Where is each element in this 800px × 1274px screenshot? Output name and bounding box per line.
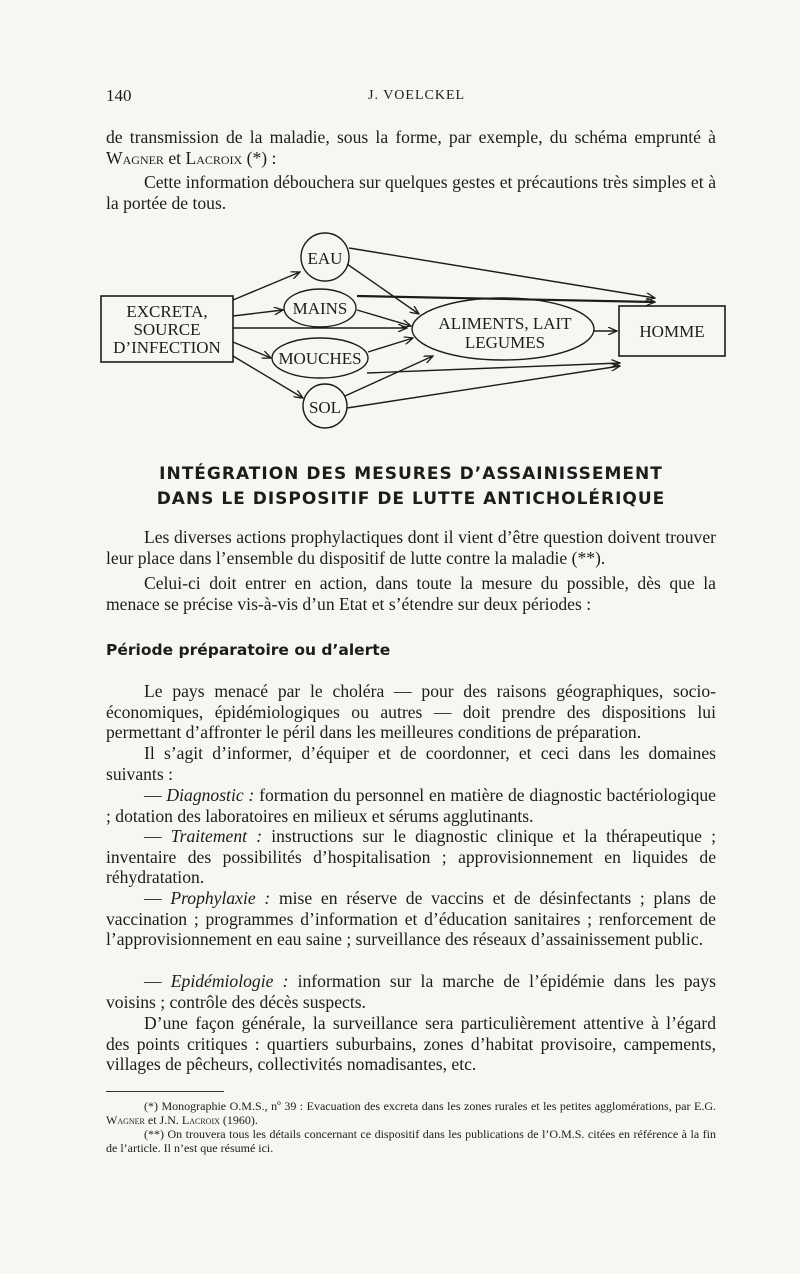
- aliments-label-line2: LEGUMES: [464, 333, 546, 352]
- section-paragraph-2: Celui-ci doit entrer en action, dans toute la mesure du possible, dès que la menace se précise vis-à-vis d’un Etat et s’étendre sur deux périodes :: [106, 573, 716, 614]
- subsection-heading: Période préparatoire ou d’alerte: [106, 641, 391, 659]
- mains-label: MAINS: [292, 299, 348, 318]
- sol-label: SOL: [308, 398, 342, 417]
- footnote-author-lacroix: Lacroix: [181, 1112, 220, 1127]
- author-lacroix: Lacroix: [185, 147, 243, 168]
- section-heading: [106, 462, 716, 512]
- mouches-label: MOUCHES: [278, 349, 362, 368]
- item-text: formation du personnel en matière de diagnostic bactériologique ; dotation des laboratoires en milieux et sérums agglutinants.: [106, 785, 716, 826]
- list-item-prophylaxie: [106, 888, 716, 950]
- item-label: Traitement :: [170, 826, 263, 846]
- dash: —: [144, 888, 171, 908]
- page-number: 140: [106, 86, 132, 105]
- footnote-1: [106, 1100, 716, 1127]
- source-label-line3: D’INFECTION: [113, 338, 221, 357]
- footnote-author-wagner: Wagner: [106, 1112, 145, 1127]
- list-item-traitement: [106, 826, 716, 888]
- transmission-diagram: [95, 228, 735, 433]
- footnote-text: et J.N.: [144, 1112, 182, 1127]
- item-label: Epidémiologie :: [170, 971, 289, 991]
- section-paragraph-1: Les diverses actions prophylactiques dont il vient d’être question doivent trouver leur place dans l’ensemble du dispositif de lutte contre la maladie (**).: [106, 527, 716, 568]
- list-item-epidemiologie: [106, 971, 716, 1012]
- running-author: J. VOELCKEL: [368, 88, 466, 103]
- dash: —: [144, 971, 171, 991]
- subsection-paragraph-3: D’une façon générale, la surveillance sera particulièrement attentive à l’égard des points critiques : quartiers suburbains, zones d’habitat provisoire, campements, villages de pêcheurs, collectivités nomadisantes, etc.: [106, 1013, 716, 1074]
- source-label-line1: EXCRETA,: [126, 302, 208, 321]
- item-label: Diagnostic :: [166, 785, 255, 805]
- homme-label: HOMME: [639, 322, 705, 341]
- footnote-text: (*) Monographie O.M.S., nº 39 : Evacuation des excreta dans les zones rurales et les petites agglomérations, par E.G.: [144, 1099, 716, 1113]
- dash: —: [144, 826, 171, 846]
- item-text: mise en réserve de vaccins et de désinfectants ; plans de vaccination ; programmes d’information et d’éducation sanitaires ; renforcement de l’approvisionnement en eau saine ; surveillance des réseaux d’assainissement public.: [106, 888, 716, 949]
- intro-paragraph-2: Cette information débouchera sur quelques gestes et précautions très simples et à la portée de tous.: [106, 172, 716, 213]
- intro-text: et: [163, 147, 186, 168]
- source-label-line2: SOURCE: [133, 320, 201, 339]
- footnote-2: (**) On trouvera tous les détails concernant ce dispositif dans les publications de l’O.M.S. citées en référence à la fin de l’article. Il n’est que résumé ici.: [106, 1127, 716, 1155]
- item-text: instructions sur le diagnostic clinique et la thérapeutique ; inventaire des possibilités d’hospitalisation ; approvisionnement en liquides de réhydratation.: [106, 826, 716, 887]
- author-wagner: Wagner: [106, 147, 164, 168]
- item-text: information sur la marche de l’épidémie dans les pays voisins ; contrôle des décès suspects.: [106, 971, 716, 1012]
- intro-paragraph-1: [106, 127, 716, 168]
- dash: —: [144, 785, 167, 805]
- item-label: Prophylaxie :: [170, 888, 271, 908]
- list-item-diagnostic: [106, 785, 716, 826]
- section-heading-line1: INTÉGRATION DES MESURES D’ASSAINISSEMENT: [159, 464, 663, 484]
- footnote-text: (1960).: [219, 1112, 258, 1127]
- aliments-label-line1: ALIMENTS, LAIT: [438, 314, 572, 333]
- eau-label: EAU: [307, 249, 343, 268]
- subsection-paragraph-2: Il s’agit d’informer, d’équiper et de coordonner, et ceci dans les domaines suivants :: [106, 743, 716, 784]
- footnote-rule: [106, 1091, 224, 1092]
- intro-text: (*) :: [242, 147, 277, 168]
- intro-text: de transmission de la maladie, sous la forme, par exemple, du schéma emprunté à: [106, 127, 716, 147]
- section-heading-line2: DANS LE DISPOSITIF DE LUTTE ANTICHOLÉRIQUE: [156, 489, 666, 509]
- subsection-paragraph-1: Le pays menacé par le choléra — pour des raisons géographiques, socio-économiques, épidémiologiques ou autres — doit prendre des dispositions lui permettant d’affronter le péril dans les meilleures conditions de préparation.: [106, 681, 716, 742]
